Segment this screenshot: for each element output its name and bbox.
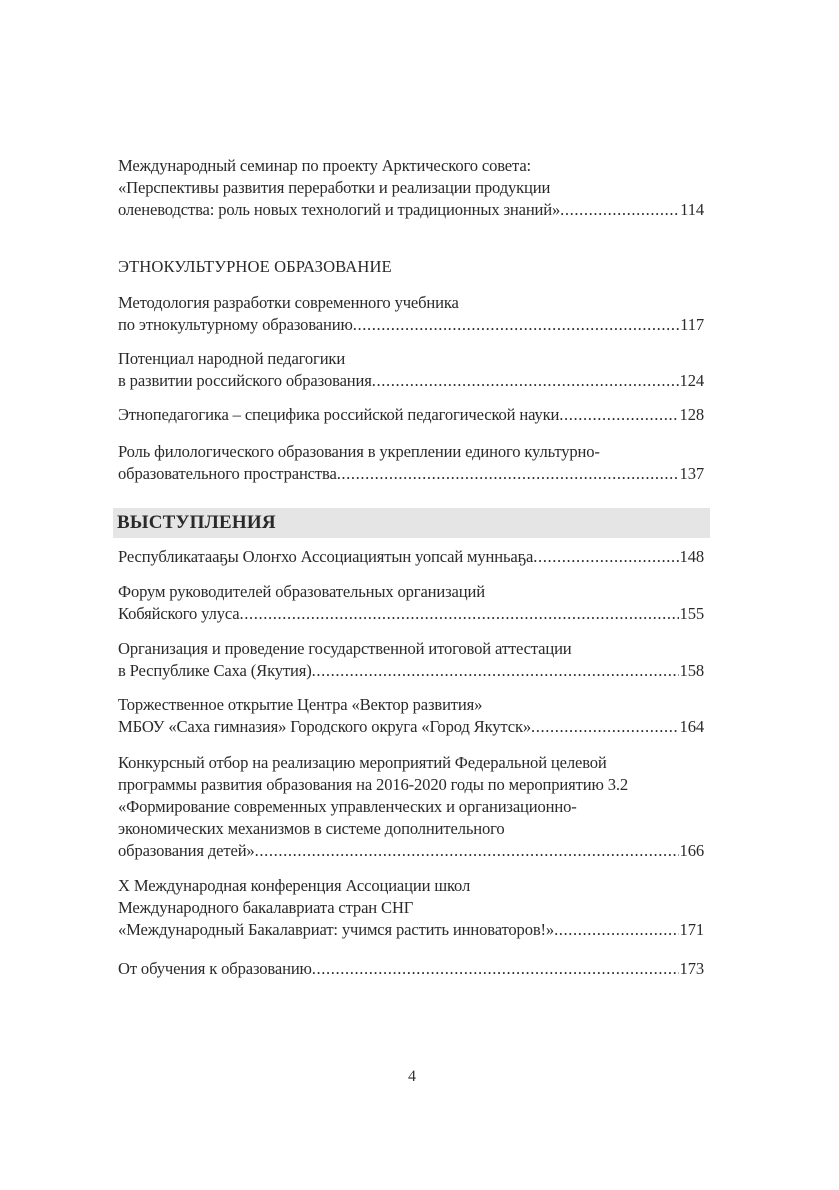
toc-entry[interactable] [118,638,704,682]
toc-page-number: 128 [679,405,704,424]
toc-entry-line: Международного бакалавриата стран СНГ [118,898,414,917]
dot-leader [312,958,679,980]
toc-entry-line: Организация и проведение государственной итоговой аттестации [118,639,572,658]
dot-leader [353,314,679,336]
dot-leader [337,463,679,485]
toc-entry-line: От обучения к образованию [118,959,312,978]
toc-entry[interactable] [118,581,704,625]
toc-entry[interactable] [118,694,704,738]
toc-entry-line: образовательного пространства [118,464,337,483]
toc-entry[interactable] [118,348,704,392]
toc-page-number: 171 [679,920,704,939]
section-heading: ЭТНОКУЛЬТУРНОЕ ОБРАЗОВАНИЕ [118,257,392,276]
dot-leader [531,716,679,738]
toc-entry-line: Роль филологического образования в укреплении единого культурно- [118,442,600,461]
toc-entry[interactable] [118,441,704,485]
toc-page-number: 114 [680,200,704,219]
toc-entry-line: оленеводства: роль новых технологий и традиционных знаний» [118,200,561,219]
toc-page-number: 158 [679,661,704,680]
toc-entry[interactable] [118,404,704,426]
toc-entry-line: образования детей» [118,841,255,860]
toc-page-number: 166 [679,841,704,860]
chapter-heading: ВЫСТУПЛЕНИЯ [117,512,276,533]
toc-entry-line: Конкурсный отбор на реализацию мероприятий Федеральной целевой [118,753,607,772]
toc-page-number: 173 [679,959,704,978]
dot-leader [372,370,679,392]
toc-entry-line: в развитии российского образования [118,371,372,390]
toc-entry-line: Республикатааҕы Олоҥхо Ассоциациятын уопсай мунньаҕа [118,547,534,566]
chapter-heading-band [113,508,710,538]
dot-leader [554,919,678,941]
toc-entry-line: Кобяйского улуса [118,604,240,623]
toc-entry-line: экономических механизмов в системе дополнительного [118,819,505,838]
toc-entry[interactable] [118,155,704,221]
dot-leader [533,546,678,568]
page-number: 4 [408,1068,416,1085]
toc-entry-line: МБОУ «Саха гимназия» Городского округа «Город Якутск» [118,717,532,736]
toc-entry-line: по этнокультурному образованию [118,315,353,334]
toc-page-number: 148 [679,547,704,566]
dot-leader [255,840,679,862]
toc-entry[interactable] [118,875,704,941]
dot-leader [560,199,679,221]
dot-leader [312,660,679,682]
toc-entry-line: «Формирование современных управленческих и организационно- [118,797,577,816]
toc-entry-line: Потенциал народной педагогики [118,349,346,368]
toc-page-number: 155 [679,604,704,623]
dot-leader [559,404,678,426]
toc-page-number: 117 [680,315,704,334]
toc-entry-line: «Международный Бакалавриат: учимся растить инноваторов!» [118,920,555,939]
toc-page-number: 137 [679,464,704,483]
toc-entry-line: Международный семинар по проекту Арктического совета: [118,156,532,175]
toc-entry[interactable] [118,292,704,336]
toc-entry-line: программы развития образования на 2016-2020 годы по мероприятию 3.2 [118,775,629,794]
toc-entry-line: Форум руководителей образовательных организаций [118,582,485,601]
toc-page-number: 124 [679,371,704,390]
toc-entry-line: X Международная конференция Ассоциации школ [118,876,471,895]
toc-entry-line: в Республике Саха (Якутия) [118,661,312,680]
toc-page-number: 164 [679,717,704,736]
toc-entry[interactable] [118,958,704,980]
toc-entry[interactable] [118,546,704,568]
toc-entry-line: Методология разработки современного учебника [118,293,459,312]
toc-entry-line: Торжественное открытие Центра «Вектор развития» [118,695,483,714]
toc-entry-line: Этнопедагогика – специфика российской педагогической науки [118,405,560,424]
toc-entry[interactable] [118,752,704,862]
dot-leader [239,603,678,625]
toc-entry-line: «Перспективы развития переработки и реализации продукции [118,178,551,197]
